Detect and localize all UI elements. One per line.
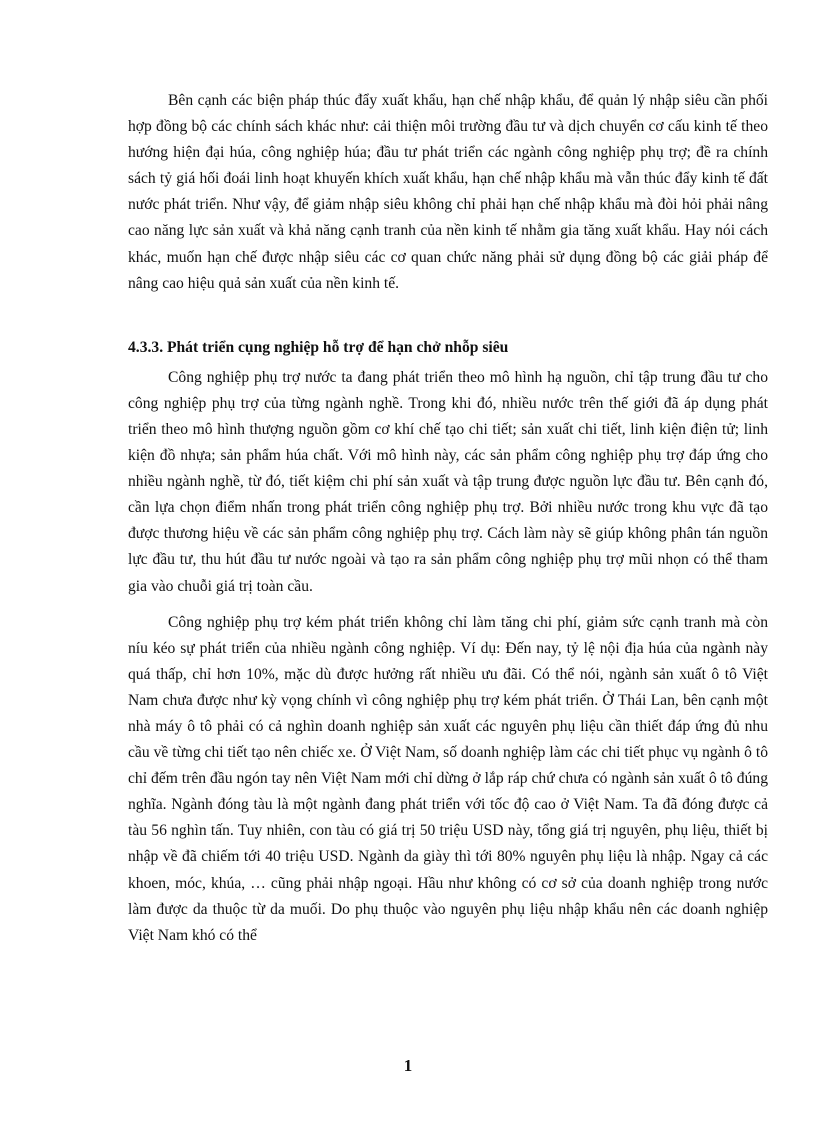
- paragraph-3: Công nghiệp phụ trợ kém phát triển không chỉ làm tăng chi phí, giảm sức cạnh tranh mà còn níu kéo sự phát triển của nhiều ngành công nghiệp. Ví dụ: Đến nay, tỷ lệ nội địa húa của ngành này quá thấp, chỉ hơn 10%, mặc dù được hưởng rất nhiều ưu đãi. Có thể nói, ngành sản xuất ô tô Việt Nam chưa được như kỳ vọng chính vì công nghiệp phụ trợ kém phát triển. Ở Thái Lan, bên cạnh một nhà máy ô tô phải có cả nghìn doanh nghiệp sản xuất các nguyên phụ liệu cần thiết đáp ứng đủ nhu cầu về từng chi tiết tạo nên chiếc xe. Ở Việt Nam, số doanh nghiệp làm các chi tiết phục vụ ngành ô tô chỉ đếm trên đầu ngón tay nên Việt Nam mới chỉ dừng ở lắp ráp chứ chưa có ngành sản xuất ô tô đúng nghĩa. Ngành đóng tàu là một ngành đang phát triển với tốc độ cao ở Việt Nam. Ta đã đóng được cả tàu 56 nghìn tấn. Tuy nhiên, con tàu có giá trị 50 triệu USD này, tổng giá trị nguyên, phụ liệu, thiết bị nhập về đã chiếm tới 40 triệu USD. Ngành da giày thì tới 80% nguyên phụ liệu là nhập. Ngay cả các khoen, móc, khúa, … cũng phải nhập ngoại. Hầu như không có cơ sở của doanh nghiệp trong nước làm được da thuộc từ da muối. Do phụ thuộc vào nguyên phụ liệu nhập khẩu nên các doanh nghiệp Việt Nam khó có thể: [128, 613, 768, 944]
- paragraph-spacer: [128, 600, 768, 610]
- section-heading: 4.3.3. Phát triển cụng nghiệp hỗ trợ để hạn chở nhỗp siêu: [128, 338, 509, 356]
- document-body: [128, 88, 768, 949]
- section-spacer: [128, 297, 768, 335]
- paragraph-1: Bên cạnh các biện pháp thúc đẩy xuất khẩu, hạn chế nhập khẩu, để quản lý nhập siêu cần phối hợp đồng bộ các chính sách khác như: cải thiện môi trường đầu tư và dịch chuyển cơ cấu kinh tế theo hướng hiện đại húa, công nghiệp húa; đầu tư phát triển các ngành công nghiệp phụ trợ; đề ra chính sách tỷ giá hối đoái linh hoạt khuyến khích xuất khẩu, hạn chế nhập khẩu mà vẫn thúc đẩy kinh tế đất nước phát triển. Như vậy, để giảm nhập siêu không chỉ phải hạn chế nhập khẩu mà đòi hỏi phải nâng cao năng lực sản xuất và khả năng cạnh tranh của nền kinh tế nhằm gia tăng xuất khẩu. Hay nói cách khác, muốn hạn chế được nhập siêu các cơ quan chức năng phải sử dụng đồng bộ các giải pháp để nâng cao hiệu quả sản xuất của nền kinh tế.: [128, 92, 768, 292]
- paragraph-2: Công nghiệp phụ trợ nước ta đang phát triển theo mô hình hạ nguồn, chỉ tập trung đầu tư cho công nghiệp phụ trợ của từng ngành nghề. Trong khi đó, nhiều nước trên thế giới đã áp dụng phát triển theo mô hình thượng nguồn gồm cơ khí chế tạo chi tiết; sản xuất chi tiết, linh kiện điện tử; linh kiện đồ nhựa; sản phẩm húa chất. Với mô hình này, các sản phẩm công nghiệp phụ trợ đáp ứng cho nhiều ngành nghề, từ đó, tiết kiệm chi phí sản xuất và tập trung được nguồn lực đầu tư. Bên cạnh đó, cần lựa chọn điểm nhấn trong phát triển công nghiệp phụ trợ. Bởi nhiều nước trong khu vực đã tạo được thương hiệu về các sản phẩm công nghiệp phụ trợ. Cách làm này sẽ giúp không phân tán nguồn lực đầu tư, thu hút đầu tư nước ngoài và tạo ra sản phẩm công nghiệp phụ trợ mũi nhọn có thể tham gia vào chuỗi giá trị toàn cầu.: [128, 368, 768, 595]
- page-number: 1: [403, 1056, 413, 1075]
